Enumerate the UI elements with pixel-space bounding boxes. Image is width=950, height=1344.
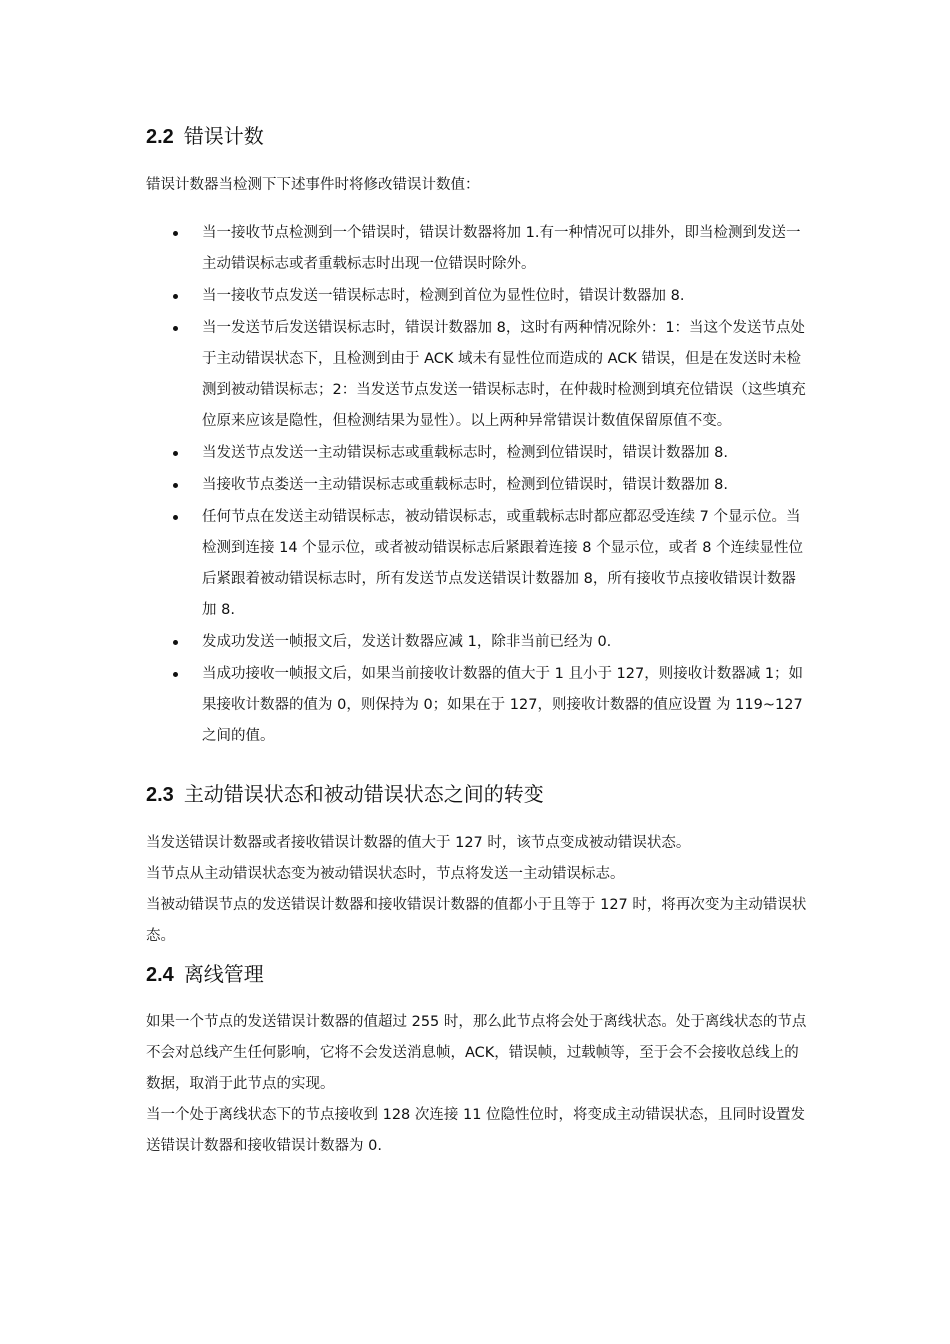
section-2-2 [146,116,808,752]
bullet-icon [173,231,178,236]
bullet-icon [173,483,178,488]
bullet-icon [173,672,178,677]
list-item [146,470,808,501]
paragraph: 当被动错误节点的发送错误计数器和接收错误计数器的值都小于且等于 127 时，将再次变为主动错误状态。 [146,897,807,944]
section-number: 2.2 [146,126,174,148]
section-number: 2.4 [146,964,174,986]
section-title: 离线管理 [183,962,264,986]
section-heading [146,116,808,156]
list-item [146,659,808,752]
bullet-icon [173,451,178,456]
list-item-text: 当发送节点发送一主动错误标志或重载标志时，检测到位错误时，错误计数器加 8. [202,445,728,461]
list-item [146,438,808,469]
bullet-icon [173,294,178,299]
section-heading [146,954,808,994]
section-2-3 [146,774,808,952]
list-item [146,281,808,312]
list-item-text: 当一接收节点发送一错误标志时，检测到首位为显性位时，错误计数器加 8. [202,288,685,304]
bullet-list [146,218,808,752]
list-item [146,502,808,626]
section-heading [146,774,808,814]
list-item-text: 当一接收节点检测到一个错误时，错误计数器将加 1.有一种情况可以排外，即当检测到发送一主动错误标志或者重载标志时出现一位错误时除外。 [202,225,801,272]
section-title: 错误计数 [183,124,264,148]
section-2-4 [146,954,808,1162]
section-title: 主动错误状态和被动错误状态之间的转变 [183,782,544,806]
paragraph: 当一个处于离线状态下的节点接收到 128 次连接 11 位隐性位时，将变成主动错误状态，且同时设置发送错误计数器和接收错误计数器为 0. [146,1107,806,1154]
bullet-icon [173,640,178,645]
list-item-text: 发成功发送一帧报文后，发送计数器应减 1，除非当前已经为 0. [202,634,612,650]
list-item-text: 当接收节点娄送一主动错误标志或重载标志时，检测到位错误时，错误计数器加 8. [202,477,728,493]
paragraph: 当节点从主动错误状态变为被动错误状态时，节点将发送一主动错误标志。 [146,866,625,882]
list-item [146,627,808,658]
list-item-text: 当一发送节后发送错误标志时，错误计数器加 8，这时有两种情况除外：1：当这个发送节点处于主动错误状态下，且检测到由于 ACK 域未有显性位而造成的 ACK 错误，但是在发送时未检测到被动错误标志；2：当发送节点发送一错误标志时，在仲裁时检测到填充位错误（这些填充位原来应该是隐性，但检测结果为显性）。以上两种异常错误计数值保留原值不变。 [202,320,806,429]
bullet-icon [173,326,178,331]
section-number: 2.3 [146,784,174,806]
list-item-text: 任何节点在发送主动错误标志，被动错误标志，或重载标志时都应都忍受连续 7 个显示位。当检测到连接 14 个显示位，或者被动错误标志后紧跟着连接 8 个显示位，或者 8 个连续显性位后紧跟着被动错误标志时，所有发送节点发送错误计数器加 8，所有接收节点接收错误计数器加 8. [202,509,804,618]
list-item-text: 当成功接收一帧报文后，如果当前接收计数器的值大于 1 且小于 127，则接收计数器减 1；如果接收计数器的值为 0，则保持为 0；如果在于 127，则接收计数器的值应设置 为 119~127 之间的值。 [202,666,804,744]
paragraph: 当发送错误计数器或者接收错误计数器的值大于 127 时，该节点变成被动错误状态。 [146,835,691,851]
bullet-icon [173,515,178,520]
intro-paragraph: 错误计数器当检测下下述事件时将修改错误计数值： [146,177,480,193]
section-body [146,828,808,952]
list-item [146,218,808,280]
document-content [146,116,808,1162]
paragraph: 如果一个节点的发送错误计数器的值超过 255 时，那么此节点将会处于离线状态。处于离线状态的节点不会对总线产生任何影响，它将不会发送消息帧，ACK，错误帧，过载帧等，至于会不会接收总线上的数据，取消于此节点的实现。 [146,1014,807,1092]
section-body [146,1007,808,1162]
list-item [146,313,808,437]
